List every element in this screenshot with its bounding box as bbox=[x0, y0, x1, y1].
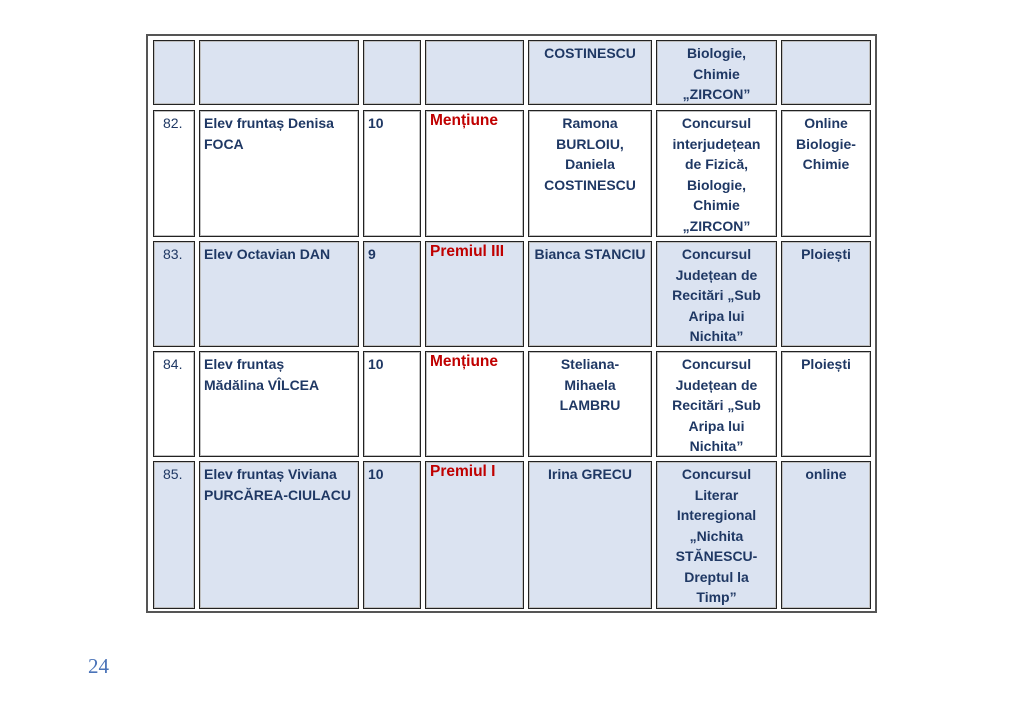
cell-class: 10 bbox=[363, 461, 421, 609]
cell-nr: 85. bbox=[153, 461, 195, 609]
cell-place: online bbox=[781, 461, 871, 609]
cell-teacher: Irina GRECU bbox=[528, 461, 652, 609]
cell-contest: Concursul Județean de Recitări „Sub Aripa lui Nichita” bbox=[656, 351, 777, 457]
cell-class: 9 bbox=[363, 241, 421, 347]
cell-award: Premiul I bbox=[425, 461, 524, 609]
cell-name: Elev fruntaș Mădălina VÎLCEA bbox=[199, 351, 359, 457]
awards-table bbox=[146, 34, 877, 613]
cell-teacher: Ramona BURLOIU, Daniela COSTINESCU bbox=[528, 110, 652, 237]
cell-name bbox=[199, 40, 359, 105]
cell-teacher: Steliana- Mihaela LAMBRU bbox=[528, 351, 652, 457]
cell-teacher: Bianca STANCIU bbox=[528, 241, 652, 347]
cell-award: Mențiune bbox=[425, 351, 524, 457]
cell-contest: Concursul Județean de Recitări „Sub Aripa lui Nichita” bbox=[656, 241, 777, 347]
cell-place: Online Biologie- Chimie bbox=[781, 110, 871, 237]
cell-contest: Biologie, Chimie „ZIRCON” bbox=[656, 40, 777, 105]
cell-contest: Concursul Literar Interegional „Nichita STĂNESCU- Dreptul la Timp” bbox=[656, 461, 777, 609]
cell-class bbox=[363, 40, 421, 105]
cell-nr: 82. bbox=[153, 110, 195, 237]
cell-award: Premiul III bbox=[425, 241, 524, 347]
cell-nr: 84. bbox=[153, 351, 195, 457]
cell-place bbox=[781, 40, 871, 105]
cell-place: Ploiești bbox=[781, 241, 871, 347]
cell-nr: 83. bbox=[153, 241, 195, 347]
cell-award: Mențiune bbox=[425, 110, 524, 237]
cell-place: Ploiești bbox=[781, 351, 871, 457]
cell-class: 10 bbox=[363, 351, 421, 457]
cell-name: Elev fruntaș Denisa FOCA bbox=[199, 110, 359, 237]
cell-award bbox=[425, 40, 524, 105]
cell-name: Elev Octavian DAN bbox=[199, 241, 359, 347]
cell-contest: Concursul interjudețean de Fizică, Biologie, Chimie „ZIRCON” bbox=[656, 110, 777, 237]
page-number: 24 bbox=[88, 654, 109, 678]
cell-class: 10 bbox=[363, 110, 421, 237]
cell-name: Elev fruntaș Viviana PURCĂREA-CIULACU bbox=[199, 461, 359, 609]
cell-nr bbox=[153, 40, 195, 105]
cell-teacher: COSTINESCU bbox=[528, 40, 652, 105]
